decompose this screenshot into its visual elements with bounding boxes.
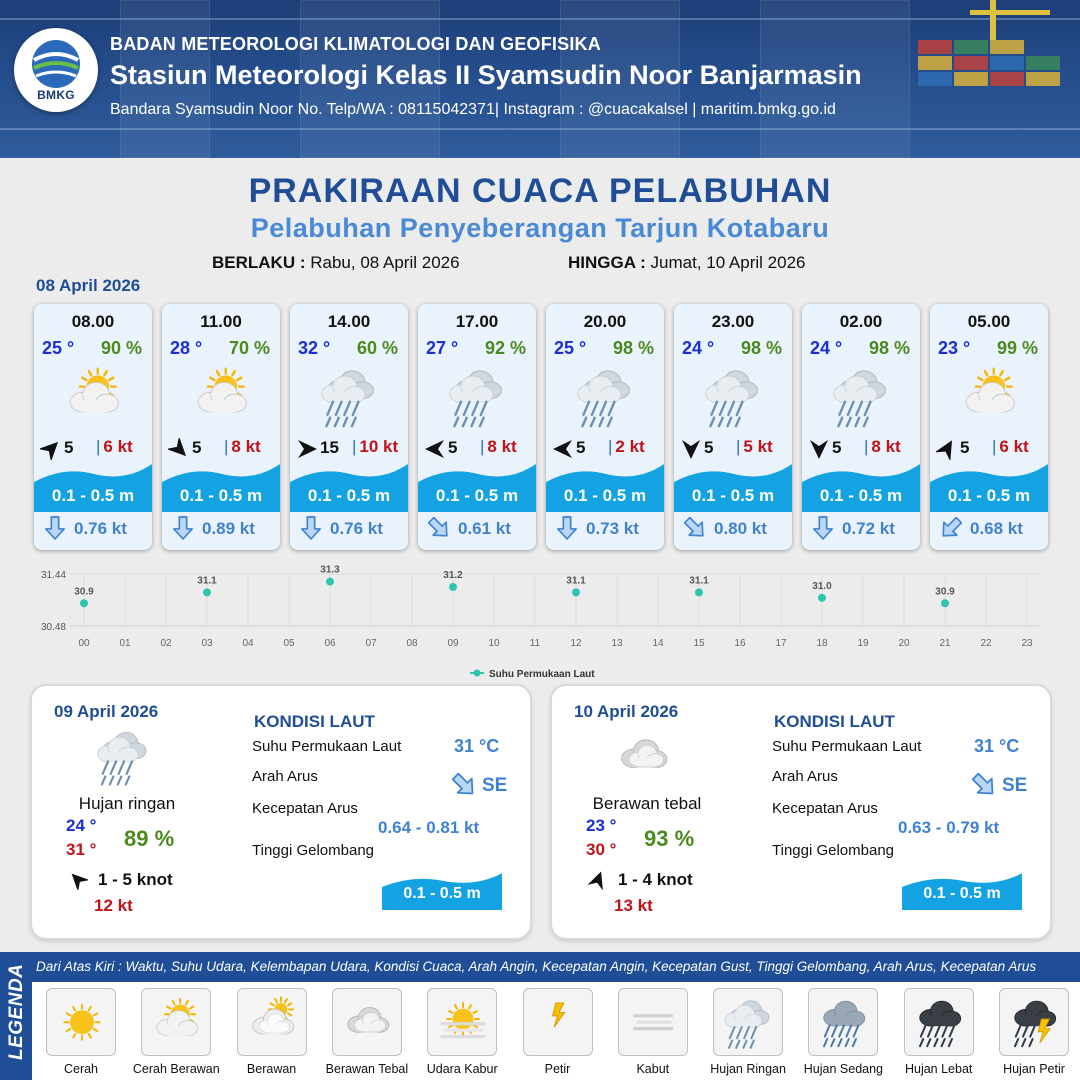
- day-humidity: 89 %: [124, 826, 175, 851]
- legend-item-label: Berawan: [246, 1062, 297, 1076]
- y-tick-label: 30.48: [40, 622, 66, 633]
- day-gust: 12 kt: [94, 896, 133, 915]
- data-point: [80, 599, 88, 607]
- day-gust: 13 kt: [614, 896, 653, 915]
- weather-condition: [570, 364, 642, 430]
- current-direction: [684, 516, 706, 540]
- validity-to-value: Jumat, 10 April 2026: [650, 253, 806, 272]
- day-temp-min: 23 °: [586, 816, 617, 835]
- day-wind-direction: [68, 870, 90, 892]
- petir-icon: [530, 995, 588, 1051]
- day1-date: 08 April 2026: [36, 276, 141, 295]
- gust-value: 6 kt: [999, 437, 1029, 456]
- data-label: 31.1: [197, 575, 217, 587]
- data-point: [695, 588, 703, 596]
- separator: |: [96, 437, 101, 456]
- hujan-sedang-icon: [815, 995, 873, 1051]
- page-title: PRAKIRAAN CUACA PELABUHAN: [248, 172, 832, 210]
- current-direction-icon: [812, 516, 834, 540]
- current-direction-icon: [172, 516, 194, 540]
- legend-item: [46, 988, 116, 1056]
- day-date: 10 April 2026: [574, 702, 679, 721]
- air-temperature: 24 °: [810, 338, 843, 358]
- legend-marker: [474, 670, 481, 677]
- legend-item: [618, 988, 688, 1056]
- gust-value: 6 kt: [103, 437, 133, 456]
- current-direction-value: SE: [482, 775, 508, 796]
- validity-to-label: HINGGA :: [568, 253, 646, 272]
- air-temperature: 32 °: [298, 338, 331, 358]
- wave-height: 0.1 - 0.5 m: [307, 486, 391, 505]
- x-tick-label: 03: [201, 638, 213, 649]
- validity-from: [212, 253, 460, 273]
- forecast-time: 05.00: [967, 312, 1011, 331]
- wind-speed: 5: [960, 438, 970, 457]
- x-tick-label: 10: [488, 638, 500, 649]
- legend-item-label: Hujan Ringan: [710, 1062, 786, 1076]
- day-weather-icon: [82, 726, 166, 788]
- sst-value: 31 °C: [974, 736, 1020, 756]
- hujan-ringan-icon: [570, 364, 642, 430]
- current-direction-icon: [556, 516, 578, 540]
- legend-item: [427, 988, 497, 1056]
- legend-item-label: Hujan Lebat: [904, 1062, 973, 1076]
- wind-direction-icon: [588, 870, 608, 890]
- x-tick-label: 15: [693, 638, 705, 649]
- berawan-tebal-icon: [602, 726, 686, 788]
- current-direction-icon: [684, 516, 706, 540]
- x-tick-label: 19: [857, 638, 869, 649]
- current-direction: [44, 516, 66, 540]
- wind-speed: 5: [704, 438, 714, 457]
- day-temp-max: 31 °: [66, 840, 97, 859]
- port-name: Pelabuhan Penyeberangan Tarjun Kotabaru: [250, 213, 830, 243]
- x-tick-label: 13: [611, 638, 623, 649]
- separator: |: [480, 437, 485, 456]
- hourly-card: [546, 304, 664, 550]
- day-current-arrow: [972, 772, 996, 798]
- legend-side-label: [0, 952, 32, 1080]
- current-speed: 0.76 kt: [74, 519, 127, 538]
- legend-item-label: Hujan Petir: [1003, 1062, 1065, 1076]
- organization-name: BADAN METEOROLOGI KLIMATOLOGI DAN GEOFISIKA: [110, 34, 601, 54]
- x-tick-label: 08: [406, 638, 418, 649]
- current-speed: 0.80 kt: [714, 519, 767, 538]
- x-tick-label: 20: [898, 638, 910, 649]
- humidity: 90 %: [100, 338, 142, 358]
- gust-value: 10 kt: [359, 437, 399, 456]
- daily-panel: [552, 686, 1050, 938]
- wind-speed: 5: [832, 438, 842, 457]
- legend: [0, 952, 1080, 1080]
- forecast-time: 23.00: [711, 312, 755, 331]
- hourly-card: [290, 304, 408, 550]
- gust-value: 2 kt: [615, 437, 645, 456]
- data-label: 31.1: [689, 575, 709, 587]
- bmkg-logo: [14, 28, 98, 112]
- legend-item: [904, 988, 974, 1056]
- weather-condition: [826, 364, 898, 430]
- current-direction-label: Arah Arus: [252, 768, 318, 785]
- current-direction-icon: [44, 516, 66, 540]
- legend-item-label: Petir: [544, 1062, 571, 1076]
- x-tick-label: 04: [242, 638, 254, 649]
- kabut-icon: [625, 995, 683, 1051]
- legend-item: [141, 988, 211, 1056]
- data-point: [203, 588, 211, 596]
- legend-label: Suhu Permukaan Laut: [489, 669, 595, 680]
- current-direction-icon: [972, 772, 996, 798]
- gust-value: 8 kt: [871, 437, 901, 456]
- data-point: [818, 594, 826, 602]
- current-direction: [428, 516, 450, 540]
- air-temperature: 23 °: [938, 338, 971, 358]
- berawan-tebal-icon: [339, 995, 397, 1051]
- legend-description: Dari Atas Kiri : Waktu, Suhu Udara, Kelembapan Udara, Kondisi Cuaca, Arah Angin, Kecepatan Angin, Kecepatan Gust, Tinggi Gelombang, Arah Arus, Kecepatan Arus: [36, 959, 1037, 974]
- wave-height: 0.1 - 0.5 m: [691, 486, 775, 505]
- legend-item-label: Udara Kabur: [426, 1062, 498, 1076]
- hujan-ringan-icon: [698, 364, 770, 430]
- weather-condition: [186, 364, 258, 430]
- data-point: [326, 578, 334, 586]
- current-direction-label: Arah Arus: [772, 768, 838, 785]
- current-direction-icon: [428, 516, 450, 540]
- hujan-petir-icon: [1006, 995, 1064, 1051]
- air-temperature: 25 °: [554, 338, 587, 358]
- cerah-berawan-icon: [186, 364, 258, 430]
- legend-item-label: Kabut: [636, 1062, 670, 1076]
- cerah-berawan-icon: [58, 364, 130, 430]
- hourly-card: [34, 304, 152, 550]
- forecast-time: 08.00: [71, 312, 115, 331]
- sst-label: Suhu Permukaan Laut: [252, 738, 402, 755]
- day-wind-speed: 1 - 4 knot: [618, 870, 693, 889]
- current-speed: 0.68 kt: [970, 519, 1023, 538]
- legend-item: [713, 988, 783, 1056]
- legend-item-label: Berawan Tebal: [325, 1062, 409, 1076]
- humidity: 92 %: [484, 338, 526, 358]
- air-temperature: 28 °: [170, 338, 203, 358]
- y-tick-label: 31.44: [40, 570, 66, 581]
- wave-height: 0.1 - 0.5 m: [435, 486, 519, 505]
- wave-height-value: 0.1 - 0.5 m: [923, 885, 1001, 902]
- current-direction-icon: [940, 516, 962, 540]
- separator: |: [736, 437, 741, 456]
- current-direction: [556, 516, 578, 540]
- current-direction: [172, 516, 194, 540]
- air-temperature: 25 °: [42, 338, 75, 358]
- day-condition: Hujan ringan: [78, 794, 176, 813]
- wave-height: 0.1 - 0.5 m: [947, 486, 1031, 505]
- daily-panel: [32, 686, 530, 938]
- data-label: 30.9: [935, 586, 955, 598]
- wave-height-label: Tinggi Gelombang: [252, 842, 375, 859]
- data-label: 31.1: [566, 575, 586, 587]
- data-point: [941, 599, 949, 607]
- legend-item-label: Hujan Sedang: [803, 1062, 883, 1076]
- legend-item: [332, 988, 402, 1056]
- data-point: [572, 588, 580, 596]
- wave-height: 0.1 - 0.5 m: [819, 486, 903, 505]
- hujan-ringan-icon: [82, 726, 166, 788]
- current-speed: 0.73 kt: [586, 519, 639, 538]
- x-tick-label: 01: [119, 638, 131, 649]
- validity-from-value: Rabu, 08 April 2026: [310, 253, 460, 272]
- wind-speed: 5: [64, 438, 74, 457]
- contact-info: Bandara Syamsudin Noor No. Telp/WA : 08115042371| Instagram : @cuacakalsel | maritim.bmkg.go.id: [110, 101, 836, 118]
- weather-condition: [58, 364, 130, 430]
- x-tick-label: 07: [365, 638, 377, 649]
- current-speed-label: Kecepatan Arus: [252, 800, 358, 817]
- wind-speed: 15: [320, 438, 339, 457]
- x-tick-label: 12: [570, 638, 582, 649]
- gust-value: 8 kt: [487, 437, 517, 456]
- station-name: Stasiun Meteorologi Kelas II Syamsudin Noor Banjarmasin: [110, 60, 862, 90]
- current-direction-icon: [300, 516, 322, 540]
- humidity: 60 %: [356, 338, 398, 358]
- day-wind-direction: [588, 870, 610, 892]
- current-speed: 0.89 kt: [202, 519, 255, 538]
- forecast-time: 11.00: [200, 312, 242, 331]
- current-speed-label: Kecepatan Arus: [772, 800, 878, 817]
- cerah-icon: [53, 995, 111, 1051]
- legend-item: [999, 988, 1069, 1056]
- current-direction: [300, 516, 322, 540]
- gust-value: 8 kt: [231, 437, 261, 456]
- hourly-card: [930, 304, 1048, 550]
- day-date: 09 April 2026: [54, 702, 159, 721]
- weather-condition: [698, 364, 770, 430]
- x-tick-label: 14: [652, 638, 664, 649]
- data-point: [449, 583, 457, 591]
- hujan-ringan-icon: [826, 364, 898, 430]
- wind-speed: 5: [192, 438, 202, 457]
- separator: |: [352, 437, 357, 456]
- humidity: 98 %: [612, 338, 654, 358]
- current-speed: 0.76 kt: [330, 519, 383, 538]
- sea-condition-title: KONDISI LAUT: [774, 712, 895, 731]
- separator: |: [864, 437, 869, 456]
- header-banner: [0, 0, 1080, 158]
- validity-from-label: BERLAKU :: [212, 253, 306, 272]
- day-humidity: 93 %: [644, 826, 695, 851]
- legend-item: [808, 988, 878, 1056]
- current-direction: [812, 516, 834, 540]
- hourly-card: [418, 304, 536, 550]
- hourly-card: [162, 304, 280, 550]
- hourly-card: [802, 304, 920, 550]
- current-direction: [940, 516, 962, 540]
- forecast-time: 14.00: [327, 312, 371, 331]
- wave-height-label: Tinggi Gelombang: [772, 842, 895, 859]
- sst-chart: [0, 560, 1080, 685]
- x-tick-label: 11: [529, 638, 541, 649]
- data-label: 31.2: [443, 570, 463, 581]
- current-direction-icon: [452, 772, 476, 798]
- udara-kabur-icon: [434, 995, 492, 1051]
- day-temp-max: 30 °: [586, 840, 617, 859]
- humidity: 99 %: [996, 338, 1038, 358]
- day-temp-min: 24 °: [66, 816, 97, 835]
- x-tick-label: 23: [1021, 638, 1033, 649]
- logo-text: BMKG: [37, 88, 75, 102]
- x-tick-label: 17: [775, 638, 787, 649]
- sst-label: Suhu Permukaan Laut: [772, 738, 922, 755]
- hujan-lebat-icon: [911, 995, 969, 1051]
- berawan-icon: [244, 995, 302, 1051]
- data-label: 30.9: [74, 586, 94, 598]
- wave-height: 0.1 - 0.5 m: [563, 486, 647, 505]
- wave-height-value: 0.1 - 0.5 m: [403, 885, 481, 902]
- cerah-berawan-icon: [148, 995, 206, 1051]
- separator: |: [224, 437, 229, 456]
- forecast-time: 17.00: [455, 312, 499, 331]
- wind-speed: 5: [576, 438, 586, 457]
- gust-value: 5 kt: [743, 437, 773, 456]
- weather-condition: [442, 364, 514, 430]
- current-speed-value: 0.64 - 0.81 kt: [378, 818, 480, 837]
- weather-condition: [954, 364, 1026, 430]
- air-temperature: 27 °: [426, 338, 459, 358]
- forecast-time: 02.00: [839, 312, 883, 331]
- current-speed: 0.72 kt: [842, 519, 895, 538]
- legend-item-label: Cerah Berawan: [132, 1062, 220, 1076]
- x-tick-label: 00: [78, 638, 90, 649]
- legend-title: LEGENDA: [6, 963, 27, 1060]
- x-tick-label: 18: [816, 638, 828, 649]
- x-tick-label: 22: [980, 638, 992, 649]
- humidity: 98 %: [868, 338, 910, 358]
- data-label: 31.3: [320, 564, 340, 576]
- weather-condition: [314, 364, 386, 430]
- current-speed: 0.61 kt: [458, 519, 511, 538]
- x-tick-label: 16: [734, 638, 746, 649]
- legend-item: [523, 988, 593, 1056]
- x-tick-label: 09: [447, 638, 459, 649]
- x-tick-label: 02: [160, 638, 172, 649]
- wind-speed: 5: [448, 438, 458, 457]
- legend-item: [237, 988, 307, 1056]
- day-current-arrow: [452, 772, 476, 798]
- sea-condition-title: KONDISI LAUT: [254, 712, 375, 731]
- hourly-card: [674, 304, 792, 550]
- day-weather-icon: [602, 726, 686, 788]
- humidity: 98 %: [740, 338, 782, 358]
- forecast-time: 20.00: [583, 312, 627, 331]
- air-temperature: 24 °: [682, 338, 715, 358]
- hujan-ringan-icon: [442, 364, 514, 430]
- humidity: 70 %: [228, 338, 270, 358]
- day-wind-speed: 1 - 5 knot: [98, 870, 173, 889]
- x-tick-label: 21: [939, 638, 951, 649]
- current-direction-value: SE: [1002, 775, 1028, 796]
- day-condition: Berawan tebal: [592, 794, 702, 813]
- separator: |: [992, 437, 997, 456]
- wave-height: 0.1 - 0.5 m: [51, 486, 135, 505]
- hujan-ringan-icon: [314, 364, 386, 430]
- x-tick-label: 06: [324, 638, 336, 649]
- x-tick-label: 05: [283, 638, 295, 649]
- cerah-berawan-icon: [954, 364, 1026, 430]
- validity-to: [568, 253, 805, 273]
- legend-item-label: Cerah: [63, 1062, 99, 1076]
- wave-height: 0.1 - 0.5 m: [179, 486, 263, 505]
- hujan-ringan-icon: [720, 995, 778, 1051]
- data-label: 31.0: [812, 580, 832, 592]
- current-speed-value: 0.63 - 0.79 kt: [898, 818, 1000, 837]
- separator: |: [608, 437, 613, 456]
- wind-direction-icon: [68, 870, 88, 890]
- sst-value: 31 °C: [454, 736, 500, 756]
